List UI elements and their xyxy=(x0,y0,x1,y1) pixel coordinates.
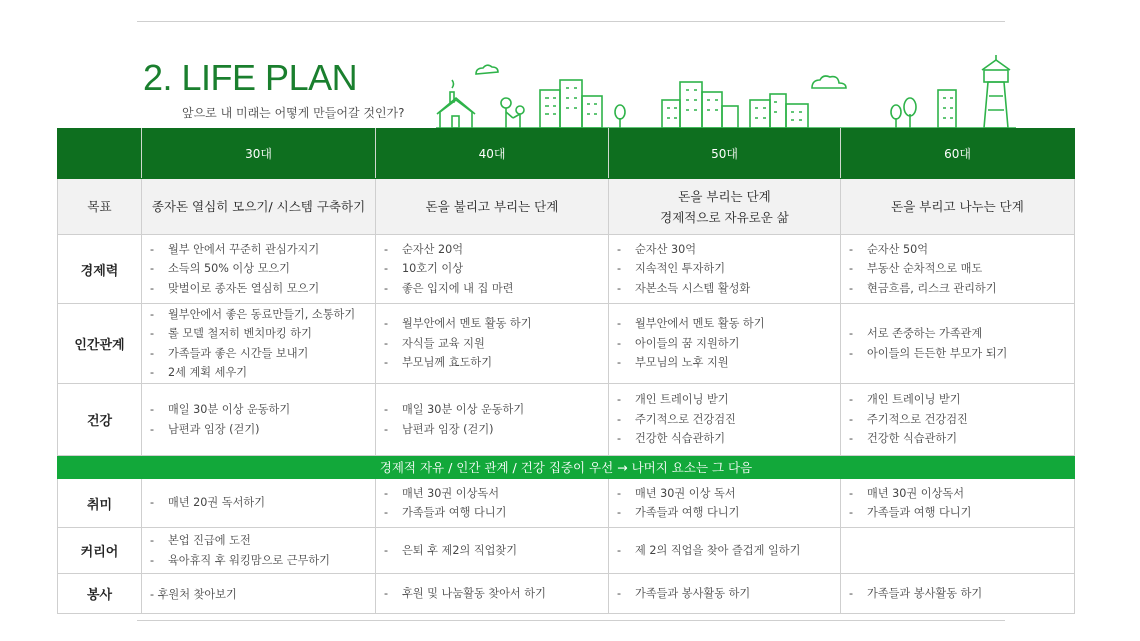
health-row xyxy=(58,384,1075,456)
list-item xyxy=(150,531,375,551)
bullet-list xyxy=(617,484,840,523)
list-item-text: 좋은 입지에 내 집 마련 xyxy=(402,281,514,295)
bullet-list xyxy=(384,314,608,373)
bullet-dash: - xyxy=(384,543,389,557)
list-item xyxy=(849,344,1074,364)
list-item xyxy=(384,314,608,334)
bullet-dash: - xyxy=(617,412,622,426)
list-item-text: 2세 계획 세우기 xyxy=(168,366,248,379)
list-item-text: 매년 30권 이상 독서 xyxy=(635,486,736,500)
priority-banner-row xyxy=(58,456,1075,479)
bullet-dash: - xyxy=(384,356,389,370)
list-item-text: 자본소득 시스템 활성화 xyxy=(635,281,751,295)
list-item xyxy=(617,410,840,430)
priority-banner: 경제적 자유 / 인간 관계 / 건강 집중이 우선 → 나머지 요소는 그 다음 xyxy=(58,456,1075,479)
list-item xyxy=(849,259,1074,279)
list-item xyxy=(617,314,840,334)
list-item-text: 건강한 식습관하기 xyxy=(867,432,958,446)
list-item-text: 가족들과 여행 다니기 xyxy=(402,506,507,519)
list-item xyxy=(384,400,608,420)
lighthouse-icon xyxy=(982,55,1010,128)
list-item xyxy=(384,279,608,299)
bullet-list xyxy=(150,240,375,299)
list-item-text: 개인 트레이닝 받기 xyxy=(867,393,961,407)
bullet-dash: - xyxy=(384,586,389,600)
list-item xyxy=(384,484,608,504)
list-item-text: 현금흐름, 리스크 관리하기 xyxy=(867,281,997,295)
health-40s xyxy=(376,384,609,456)
economy-50s xyxy=(609,235,841,304)
header-col-60s: 60대 xyxy=(841,129,1075,179)
bullet-list xyxy=(617,390,840,449)
bullet-dash: - xyxy=(150,403,155,416)
bullet-dash: - xyxy=(384,317,389,331)
bullet-list xyxy=(150,305,375,383)
list-item-text: 제 2의 직업을 찾아 즐겁게 일하기 xyxy=(635,543,801,557)
bullet-dash: - xyxy=(617,262,622,276)
goal-50s xyxy=(609,179,841,235)
list-item xyxy=(849,410,1074,430)
bullet-list xyxy=(384,584,608,604)
health-30s xyxy=(142,384,376,456)
bullet-dash: - xyxy=(849,242,854,256)
list-item-text: 매년 30권 이상독서 xyxy=(402,486,499,500)
list-item xyxy=(617,541,840,561)
bullet-list xyxy=(849,390,1074,449)
list-item-text: 매일 30분 이상 운동하기 xyxy=(168,403,291,416)
bullet-dash: - xyxy=(150,281,155,295)
bullet-dash: - xyxy=(617,506,622,519)
row-label-career: 커리어 xyxy=(58,528,142,574)
bullet-dash: - xyxy=(617,543,622,557)
list-item-text: 가족들과 여행 다니기 xyxy=(635,506,740,519)
relation-60s xyxy=(841,304,1075,384)
career-row xyxy=(58,528,1075,574)
career-50s xyxy=(609,528,841,574)
list-item xyxy=(150,363,375,383)
bullet-dash: - xyxy=(384,336,389,350)
list-item-text: 10호기 이상 xyxy=(402,262,464,276)
bullet-dash: - xyxy=(150,422,155,436)
list-item xyxy=(617,484,840,504)
header-col-30s: 30대 xyxy=(142,129,376,179)
bullet-dash: - xyxy=(384,403,389,416)
bottom-divider xyxy=(137,620,1005,621)
hobby-40s xyxy=(376,479,609,528)
list-item xyxy=(849,324,1074,344)
list-item-text: 롤 모델 철저히 벤치마킹 하기 xyxy=(168,327,312,340)
header-corner xyxy=(58,129,142,179)
bullet-list xyxy=(849,324,1074,363)
hobby-30s xyxy=(142,479,376,528)
row-label-hobby: 취미 xyxy=(58,479,142,528)
tree-icon xyxy=(615,105,625,128)
bullet-dash: - xyxy=(617,336,622,350)
list-item xyxy=(384,584,608,604)
bullet-list xyxy=(384,484,608,523)
relation-row xyxy=(58,304,1075,384)
life-plan-table xyxy=(57,128,1075,614)
list-item-text: 부모님의 노후 지원 xyxy=(635,356,729,370)
bullet-dash: - xyxy=(617,242,622,256)
list-item-text: 아이들의 든든한 부모가 되기 xyxy=(867,346,1008,360)
list-item-text: 지속적인 투자하기 xyxy=(635,262,726,276)
building-icon xyxy=(662,82,738,128)
cloud-icon xyxy=(476,65,846,88)
hobby-50s xyxy=(609,479,841,528)
building-icon xyxy=(750,94,808,128)
list-item xyxy=(617,429,840,449)
list-item-text: 개인 트레이닝 받기 xyxy=(635,393,729,407)
bullet-dash: - xyxy=(617,317,622,331)
list-item-text: 주기적으로 건강검진 xyxy=(867,412,968,426)
bullet-dash: - xyxy=(384,242,389,256)
volunteer-row xyxy=(58,574,1075,614)
header-col-40s: 40대 xyxy=(376,129,609,179)
list-item xyxy=(150,305,375,325)
house-icon xyxy=(437,80,475,128)
bullet-dash: - xyxy=(150,553,155,567)
bullet-dash: - xyxy=(150,262,155,276)
page-subtitle: 앞으로 내 미래는 어떻게 만들어갈 것인가? xyxy=(182,106,405,120)
bullet-dash: - xyxy=(150,327,155,340)
bullet-dash: - xyxy=(849,586,854,600)
list-item xyxy=(150,551,375,571)
goal-50s-line2: 경제적으로 자유로운 삶 xyxy=(660,209,789,225)
list-item xyxy=(849,390,1074,410)
tree-icon xyxy=(501,98,524,128)
bullet-dash: - xyxy=(617,356,622,370)
bullet-list xyxy=(150,493,375,513)
bullet-dash: - xyxy=(617,586,622,600)
list-item xyxy=(849,279,1074,299)
bullet-dash: - xyxy=(384,262,389,276)
row-label-goal: 목표 xyxy=(58,179,142,235)
list-item-text: 매년 30권 이상독서 xyxy=(867,486,964,500)
city-skyline-illustration xyxy=(436,52,1016,130)
bullet-dash: - xyxy=(617,432,622,446)
list-item-text: 자식들 교육 지원 xyxy=(402,336,485,350)
bullet-dash: - xyxy=(384,506,389,519)
list-item-text: 육아휴직 후 워킹맘으로 근무하기 xyxy=(168,553,330,567)
bullet-list xyxy=(150,531,375,570)
list-item-text: 월부안에서 멘토 활동 하기 xyxy=(402,317,532,331)
row-label-volunteer: 봉사 xyxy=(58,574,142,614)
health-50s xyxy=(609,384,841,456)
list-item xyxy=(150,400,375,420)
goal-50s-line1: 돈을 부리는 단계 xyxy=(678,188,771,204)
list-item-text: 가족들과 봉사활동 하기 xyxy=(635,586,751,600)
bullet-list xyxy=(849,584,1074,604)
bullet-dash: - xyxy=(150,366,155,379)
list-item xyxy=(150,279,375,299)
list-item-text: 아이들의 꿈 지원하기 xyxy=(635,336,740,350)
list-item-text: 매년 20권 독서하기 xyxy=(168,496,265,510)
list-item-text: 은퇴 후 제2의 직업찾기 xyxy=(402,543,518,557)
bullet-dash: - xyxy=(617,281,622,295)
list-item xyxy=(617,390,840,410)
relation-50s xyxy=(609,304,841,384)
list-item xyxy=(150,259,375,279)
goal-30s: 종자돈 열심히 모으기/ 시스템 구축하기 xyxy=(142,179,376,235)
bullet-list xyxy=(150,400,375,439)
row-label-relation: 인간관계 xyxy=(58,304,142,384)
goal-60s: 돈을 부리고 나누는 단계 xyxy=(841,179,1075,235)
bullet-dash: - xyxy=(849,412,854,426)
list-item-text: 서로 존중하는 가족관계 xyxy=(867,327,983,340)
list-item-text: 월부안에서 좋은 동료만들기, 소통하기 xyxy=(168,307,356,321)
bullet-list xyxy=(617,314,840,373)
list-item xyxy=(384,541,608,561)
bullet-list xyxy=(849,240,1074,299)
list-item-text: 주기적으로 건강검진 xyxy=(635,412,736,426)
bullet-dash: - xyxy=(849,486,854,500)
bullet-list xyxy=(384,240,608,299)
bullet-dash: - xyxy=(849,262,854,276)
list-item xyxy=(849,240,1074,260)
bullet-dash: - xyxy=(150,346,155,360)
list-item-text: 남편과 임장 (걷기) xyxy=(168,422,260,436)
list-item xyxy=(617,259,840,279)
list-item xyxy=(384,240,608,260)
bullet-dash: - xyxy=(150,496,155,510)
hobby-row xyxy=(58,479,1075,528)
list-item-text: 부동산 순차적으로 매도 xyxy=(867,262,983,276)
list-item-text: 가족들과 여행 다니기 xyxy=(867,506,972,519)
list-item-text: 맞벌이로 종자돈 열심히 모으기 xyxy=(168,281,320,295)
list-item xyxy=(150,420,375,440)
table-header-row xyxy=(58,129,1075,179)
row-label-economy: 경제력 xyxy=(58,235,142,304)
economy-30s xyxy=(142,235,376,304)
list-item-text: 순자산 50억 xyxy=(867,242,929,256)
bullet-dash: - xyxy=(150,534,155,547)
bullet-dash: - xyxy=(384,422,389,436)
career-30s xyxy=(142,528,376,574)
bullet-dash: - xyxy=(849,393,854,407)
page-title: 2. LIFE PLAN xyxy=(143,57,358,98)
volunteer-60s xyxy=(841,574,1075,614)
relation-30s xyxy=(142,304,376,384)
volunteer-30s-text: - 후원처 찾아보기 xyxy=(150,587,237,601)
bullet-dash: - xyxy=(150,242,155,256)
list-item-text: 순자산 30억 xyxy=(635,242,697,256)
list-item xyxy=(150,344,375,364)
career-60s xyxy=(841,528,1075,574)
bullet-list xyxy=(617,584,840,604)
list-item xyxy=(617,503,840,523)
list-item-text: 월부 안에서 꾸준히 관심가지기 xyxy=(168,242,320,256)
building-icon xyxy=(540,80,602,128)
list-item xyxy=(617,353,840,373)
list-item-text: 월부안에서 멘토 활동 하기 xyxy=(635,317,765,331)
list-item xyxy=(617,334,840,354)
list-item-text: 후원 및 나눔활동 찾아서 하기 xyxy=(402,586,546,600)
list-item xyxy=(849,503,1074,523)
list-item-text: 부모님께 효도하기 xyxy=(402,356,493,370)
bullet-dash: - xyxy=(384,281,389,295)
relation-40s xyxy=(376,304,609,384)
list-item xyxy=(384,420,608,440)
list-item xyxy=(617,279,840,299)
goal-40s: 돈을 불리고 부리는 단계 xyxy=(376,179,609,235)
volunteer-50s xyxy=(609,574,841,614)
building-icon xyxy=(938,90,956,128)
volunteer-40s xyxy=(376,574,609,614)
list-item xyxy=(849,429,1074,449)
list-item-text: 순자산 20억 xyxy=(402,242,464,256)
bullet-dash: - xyxy=(849,432,854,446)
bullet-dash: - xyxy=(849,346,854,360)
list-item xyxy=(617,240,840,260)
list-item xyxy=(384,334,608,354)
list-item xyxy=(849,484,1074,504)
list-item xyxy=(150,240,375,260)
list-item-text: 본업 진급에 도전 xyxy=(168,534,251,547)
tree-icon xyxy=(891,98,916,128)
goal-row xyxy=(58,179,1075,235)
bullet-dash: - xyxy=(849,506,854,519)
list-item-text: 소득의 50% 이상 모으기 xyxy=(168,262,290,276)
bullet-dash: - xyxy=(617,393,622,407)
list-item xyxy=(384,353,608,373)
header-col-50s: 50대 xyxy=(609,129,841,179)
list-item-text: 건강한 식습관하기 xyxy=(635,432,726,446)
career-40s xyxy=(376,528,609,574)
hobby-60s xyxy=(841,479,1075,528)
bullet-list xyxy=(384,541,608,561)
list-item xyxy=(384,259,608,279)
list-item-text: 가족들과 좋은 시간들 보내기 xyxy=(168,346,309,360)
row-label-health: 건강 xyxy=(58,384,142,456)
list-item-text: 가족들과 봉사활동 하기 xyxy=(867,586,983,600)
health-60s xyxy=(841,384,1075,456)
list-item-text: 남편과 임장 (걷기) xyxy=(402,422,494,436)
volunteer-30s xyxy=(142,574,376,614)
bullet-dash: - xyxy=(849,281,854,295)
list-item xyxy=(150,493,375,513)
list-item xyxy=(384,503,608,523)
top-divider xyxy=(137,21,1005,22)
list-item-text: 매일 30분 이상 운동하기 xyxy=(402,403,525,416)
bullet-dash: - xyxy=(617,486,622,500)
bullet-dash: - xyxy=(384,486,389,500)
economy-60s xyxy=(841,235,1075,304)
list-item xyxy=(150,324,375,344)
list-item xyxy=(617,584,840,604)
economy-40s xyxy=(376,235,609,304)
economy-row xyxy=(58,235,1075,304)
bullet-list xyxy=(617,240,840,299)
bullet-list xyxy=(384,400,608,439)
bullet-list xyxy=(849,484,1074,523)
bullet-dash: - xyxy=(849,327,854,340)
bullet-dash: - xyxy=(150,307,155,321)
bullet-list xyxy=(617,541,840,561)
list-item xyxy=(849,584,1074,604)
